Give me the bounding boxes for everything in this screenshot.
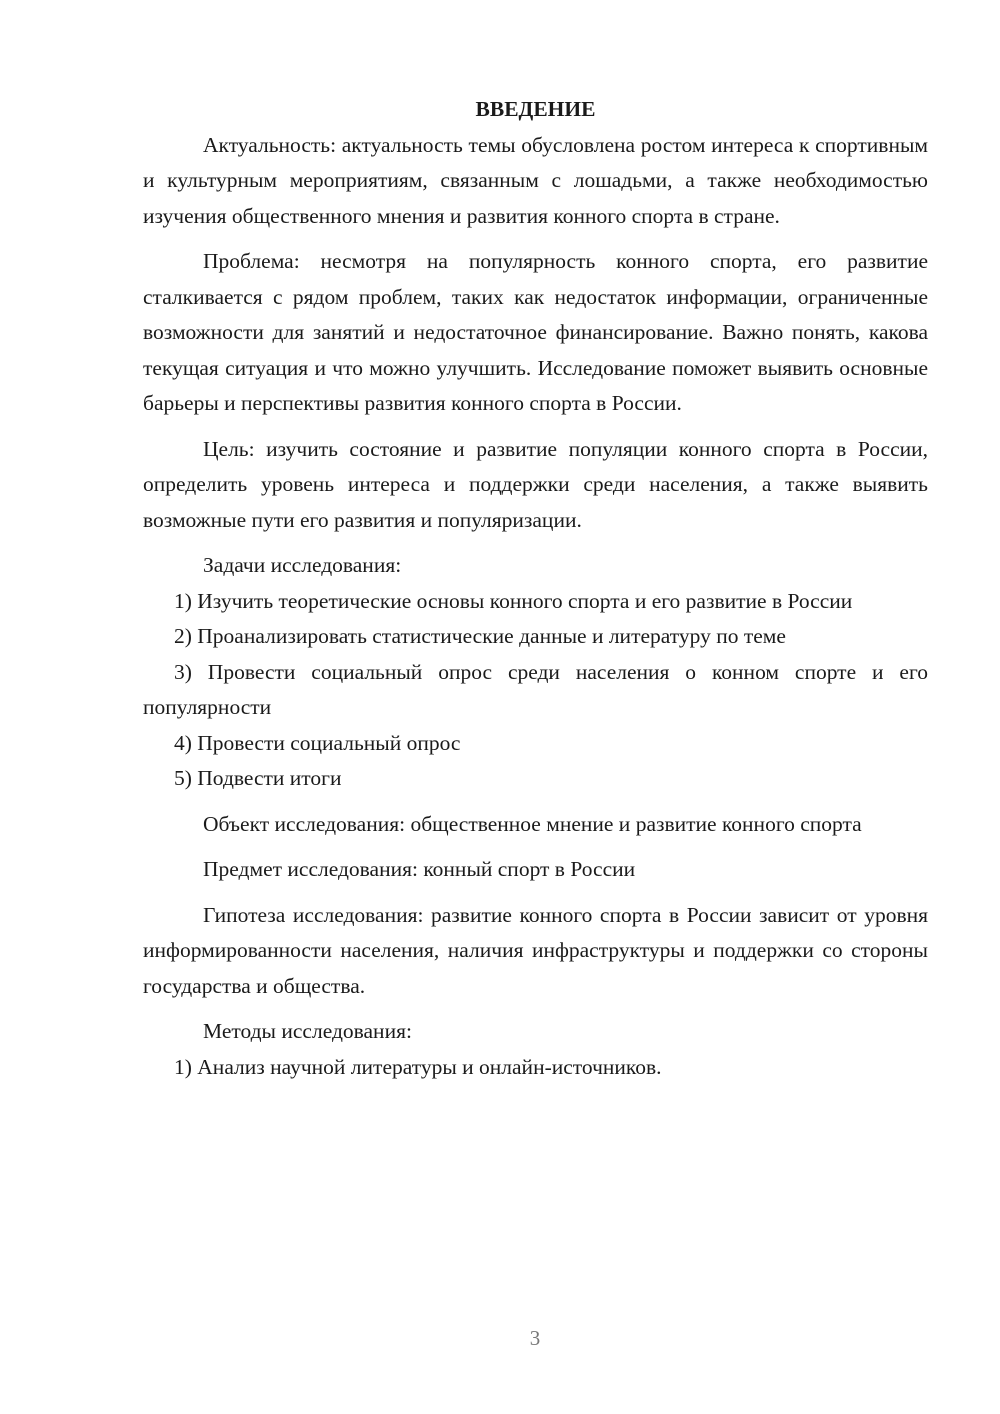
subject-paragraph: Предмет исследования: конный спорт в России: [203, 857, 636, 881]
relevance-paragraph: Актуальность: актуальность темы обусловлена ростом интереса к спортивным и культурным мероприятиям, связанным с лошадьми, а также необходимостью изучения общественного мнения и развития конного спорта в стране.: [143, 132, 928, 228]
goal-paragraph: Цель: изучить состояние и развитие популяции конного спорта в России, определить уровень интереса и поддержки среди населения, а также выявить возможные пути его развития и популяризации.: [143, 436, 928, 532]
task-item: 4) Провести социальный опрос: [174, 730, 461, 755]
task-item: 1) Изучить теоретические основы конного спорта и его развитие в России: [174, 588, 853, 613]
methods-heading: Методы исследования:: [203, 1019, 412, 1043]
object-paragraph: Объект исследования: общественное мнение и развитие конного спорта: [203, 811, 862, 836]
page-number: 3: [529, 1326, 541, 1350]
document-page: [143, 92, 928, 1085]
task-item: 3) Провести социальный опрос среди населения о конном спорте и его популярности: [143, 659, 928, 719]
page-title: ВВЕДЕНИЕ: [475, 97, 596, 121]
task-item: 5) Подвести итоги: [174, 766, 342, 790]
method-item: 1) Анализ научной литературы и онлайн-источников.: [174, 1054, 662, 1079]
problem-paragraph: Проблема: несмотря на популярность конного спорта, его развитие сталкивается с рядом проблем, таких как недостаток информации, ограниченные возможности для занятий и недостаточное финансирование. Важно понять, какова текущая ситуация и что можно улучшить. Исследование поможет выявить основные барьеры и перспективы развития конного спорта в России.: [143, 249, 928, 415]
hypothesis-paragraph: Гипотеза исследования: развитие конного спорта в России зависит от уровня информированности населения, наличия инфраструктуры и поддержки со стороны государства и общества.: [143, 902, 928, 998]
task-item: 2) Проанализировать статистические данные и литературу по теме: [174, 624, 786, 648]
tasks-heading: Задачи исследования:: [203, 553, 402, 577]
